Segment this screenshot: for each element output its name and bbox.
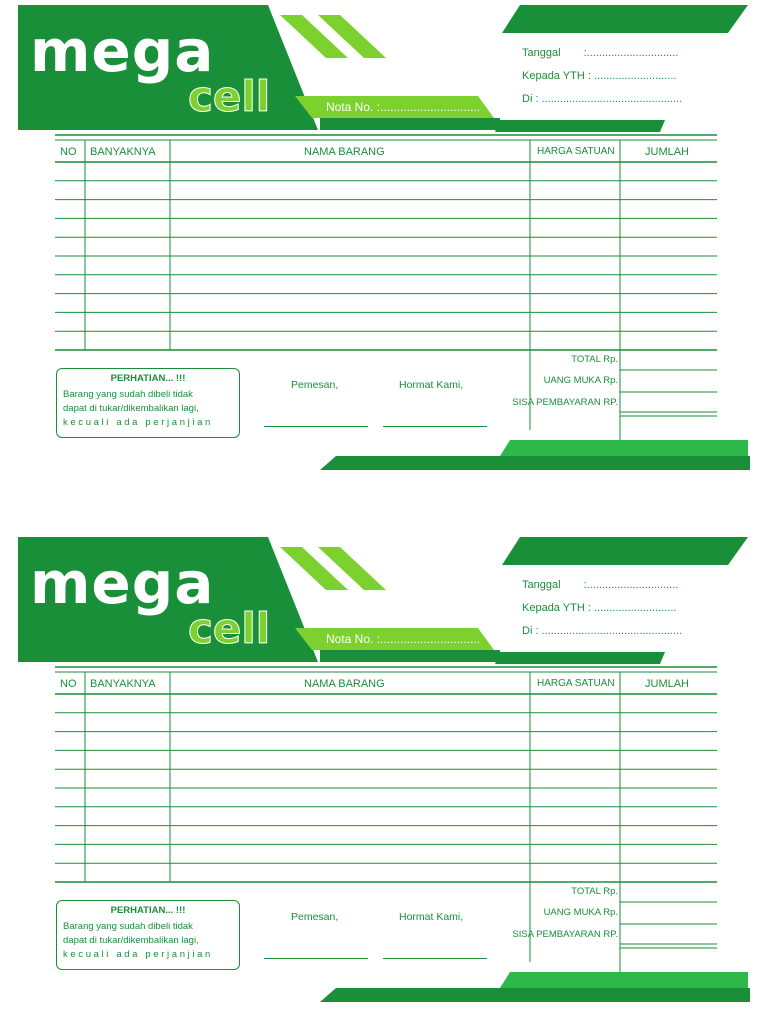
- logo-cell-text: cell: [188, 604, 271, 653]
- tanggal-field[interactable]: [522, 579, 678, 591]
- col-header-no: NO: [60, 146, 77, 158]
- logo-mega-text: mega: [30, 549, 215, 617]
- footer-band-accent: [500, 972, 748, 988]
- header-band-right: [495, 652, 665, 664]
- header-band-foot: [320, 650, 500, 662]
- col-header-no: NO: [60, 678, 77, 690]
- tanggal-label: Tanggal: [522, 47, 561, 59]
- di-field[interactable]: Di : ..............................................: [522, 625, 683, 637]
- header-band-foot: [320, 118, 500, 130]
- form-top: [0, 0, 768, 470]
- down-payment-label: UANG MUKA Rp.: [543, 907, 618, 918]
- col-header-nama-barang: NAMA BARANG: [304, 146, 385, 158]
- di-field[interactable]: Di : ..............................................: [522, 93, 683, 105]
- tanggal-label: Tanggal: [522, 579, 561, 591]
- col-header-jumlah: JUMLAH: [645, 146, 690, 158]
- notice-box: [56, 368, 240, 438]
- top-right-band: [502, 537, 748, 565]
- col-header-banyaknya: BANYAKNYA: [90, 146, 156, 158]
- signature-seller-line[interactable]: [383, 958, 487, 959]
- notice-line: k e c u a l i a d a p e r j a n j i a n: [63, 417, 211, 428]
- notice-line: k e c u a l i a d a p e r j a n j i a n: [63, 949, 211, 960]
- col-header-banyaknya: BANYAKNYA: [90, 678, 156, 690]
- signature-seller-label: Hormat Kami,: [399, 911, 464, 923]
- logo-mega-text: mega: [30, 17, 215, 85]
- remaining-payment-label: SISA PEMBAYARAN RP.: [512, 929, 618, 940]
- notice-line: dapat di tukar/dikembalikan lagi,: [63, 935, 199, 946]
- logo-cell-text: cell: [188, 72, 271, 121]
- col-header-jumlah: JUMLAH: [645, 678, 690, 690]
- signature-seller-line[interactable]: [383, 426, 487, 427]
- signature-seller-label: Hormat Kami,: [399, 379, 464, 391]
- notice-line: dapat di tukar/dikembalikan lagi,: [63, 403, 199, 414]
- signature-customer-line[interactable]: [264, 426, 368, 427]
- signature-customer-line[interactable]: [264, 958, 368, 959]
- down-payment-label: UANG MUKA Rp.: [543, 375, 618, 386]
- notice-box: [56, 900, 240, 970]
- footer-band: [320, 988, 750, 1002]
- notice-title: PERHATIAN... !!!: [110, 373, 186, 384]
- footer-band-accent: [500, 440, 748, 456]
- kepada-field[interactable]: Kepada YTH : ...........................: [522, 602, 677, 614]
- signature-customer-label: Pemesan,: [291, 379, 339, 391]
- signature-customer-label: Pemesan,: [291, 911, 339, 923]
- notice-title: PERHATIAN... !!!: [110, 905, 186, 916]
- col-header-nama-barang: NAMA BARANG: [304, 678, 385, 690]
- notice-line: Barang yang sudah dibeli tidak: [63, 389, 193, 400]
- notice-line: Barang yang sudah dibeli tidak: [63, 921, 193, 932]
- total-label: TOTAL Rp.: [571, 886, 618, 897]
- top-right-band: [502, 5, 748, 33]
- nota-number-field[interactable]: Nota No. :..............................: [326, 100, 481, 114]
- total-label: TOTAL Rp.: [571, 354, 618, 365]
- col-header-harga-satuan: HARGA SATUAN: [537, 678, 615, 689]
- tanggal-dots: :..............................: [583, 47, 679, 59]
- tanggal-dots: :..............................: [583, 579, 679, 591]
- footer-band: [320, 456, 750, 470]
- kepada-field[interactable]: Kepada YTH : ...........................: [522, 70, 677, 82]
- form-bottom: [0, 532, 768, 1002]
- col-header-harga-satuan: HARGA SATUAN: [537, 146, 615, 157]
- tanggal-field[interactable]: [522, 47, 678, 59]
- header-band-right: [495, 120, 665, 132]
- remaining-payment-label: SISA PEMBAYARAN RP.: [512, 397, 618, 408]
- nota-number-field[interactable]: Nota No. :..............................: [326, 632, 481, 646]
